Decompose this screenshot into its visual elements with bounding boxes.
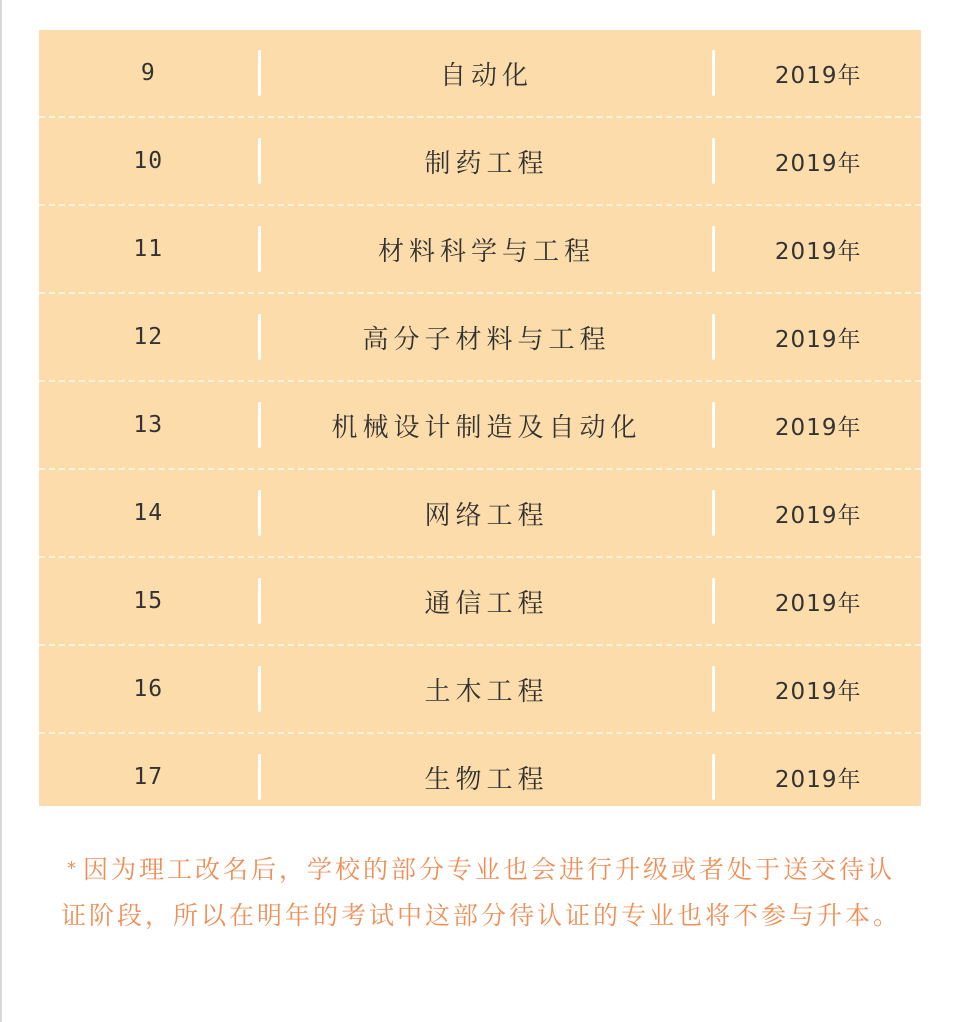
major-name: 材料科学与工程 bbox=[377, 236, 595, 267]
table-row bbox=[39, 116, 921, 204]
row-number: 12 bbox=[133, 324, 164, 350]
major-name: 制药工程 bbox=[424, 148, 549, 179]
major-name: 高分子材料与工程 bbox=[362, 324, 611, 355]
major-name: 网络工程 bbox=[424, 500, 549, 531]
table-row bbox=[39, 292, 921, 380]
year: 2019年 bbox=[774, 150, 862, 177]
row-number: 9 bbox=[140, 60, 156, 86]
year: 2019年 bbox=[774, 678, 862, 705]
year: 2019年 bbox=[774, 238, 862, 265]
major-name: 通信工程 bbox=[424, 588, 549, 619]
table-row bbox=[39, 644, 921, 732]
year: 2019年 bbox=[774, 590, 862, 617]
major-name: 自动化 bbox=[439, 60, 533, 91]
year: 2019年 bbox=[774, 502, 862, 529]
footnote-text: 因为理工改名后，学校的部分专业也会进行升级或者处于送交待认证阶段，所以在明年的考试中这部分待认证的专业也将不参与升本。 bbox=[60, 855, 901, 930]
row-number: 16 bbox=[133, 676, 164, 702]
left-edge-line bbox=[0, 0, 2, 1022]
row-number: 13 bbox=[133, 412, 164, 438]
year: 2019年 bbox=[774, 766, 862, 793]
major-name: 土木工程 bbox=[424, 676, 549, 707]
table-row bbox=[39, 468, 921, 556]
year: 2019年 bbox=[774, 414, 862, 441]
major-name: 生物工程 bbox=[424, 764, 549, 795]
footnote bbox=[55, 846, 907, 939]
majors-table bbox=[39, 30, 921, 806]
row-number: 11 bbox=[133, 236, 164, 262]
footnote-star: * bbox=[66, 858, 79, 879]
table-row bbox=[39, 30, 921, 116]
year: 2019年 bbox=[774, 62, 862, 89]
table-row bbox=[39, 732, 921, 820]
row-number: 15 bbox=[133, 588, 164, 614]
table-row bbox=[39, 556, 921, 644]
table-row bbox=[39, 204, 921, 292]
row-number: 17 bbox=[133, 764, 164, 790]
year: 2019年 bbox=[774, 326, 862, 353]
row-number: 14 bbox=[133, 500, 164, 526]
major-name: 机械设计制造及自动化 bbox=[331, 412, 642, 443]
row-number: 10 bbox=[133, 148, 164, 174]
table-row bbox=[39, 380, 921, 468]
